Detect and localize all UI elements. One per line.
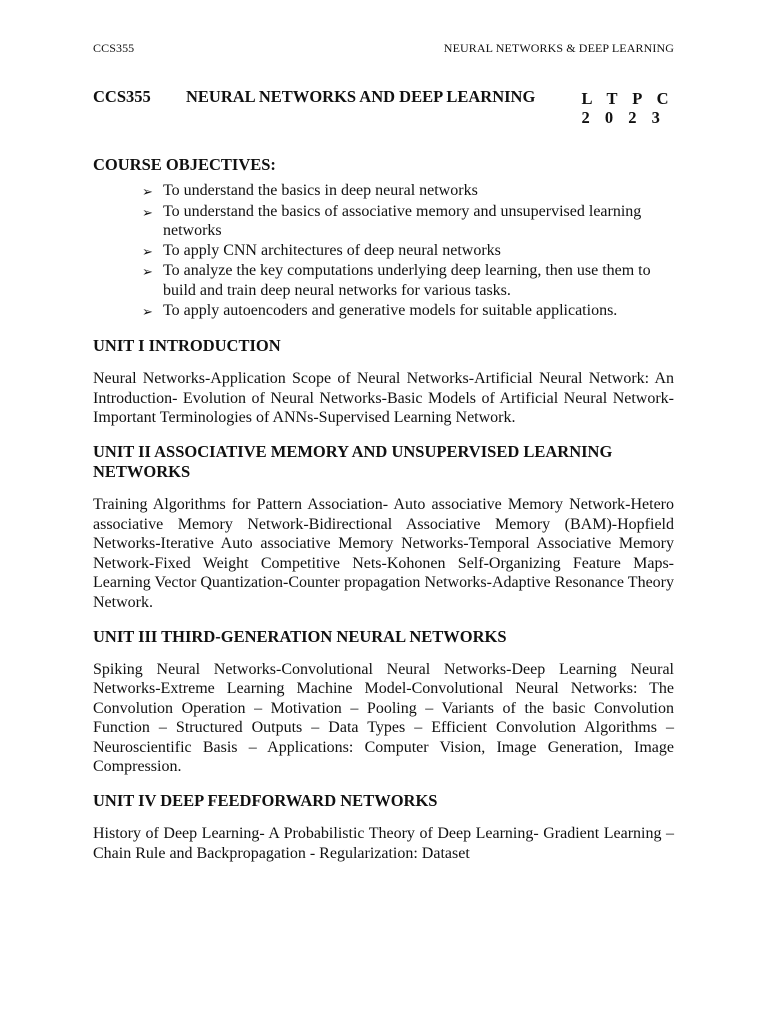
arrow-bullet-icon: ➢ [142, 184, 153, 199]
objective-item [142, 261, 674, 300]
objective-item [142, 181, 674, 202]
arrow-bullet-icon: ➢ [142, 264, 153, 280]
unit-2-body: Training Algorithms for Pattern Association- Auto associative Memory Network-Hetero associative Memory Network-Bidirectional Associative Memory (BAM)-Hopfield Networks-Iterative Auto associative Memory Networks-Temporal Associative Memory Network-Fixed Weight Competitive Nets-Kohonen Self-Organizing Feature Maps-Learning Vector Quantization-Counter propagation Networks-Adaptive Resonance Theory Network. [93, 495, 674, 611]
header-course-title: NEURAL NETWORKS & DEEP LEARNING [443, 41, 674, 55]
unit-1-body: Neural Networks-Application Scope of Neural Networks-Artificial Neural Network: An Introduction- Evolution of Neural Networks-Basic Models of Artificial Neural Network- Important Terminologies of ANNs-Supervised Learning Network. [93, 370, 674, 427]
objective-item [142, 202, 674, 241]
objective-text: To apply CNN architectures of deep neural networks [163, 241, 501, 259]
header-course-code: CCS355 [93, 41, 135, 55]
ltpc-labels: L T P C [581, 89, 674, 108]
objective-text: To understand the basics in deep neural networks [163, 182, 478, 199]
running-header [93, 41, 674, 56]
unit-3-body: Spiking Neural Networks-Convolutional Neural Networks-Deep Learning Neural Networks-Extreme Learning Machine Model-Convolutional Neural Networks: The Convolution Operation – Motivation – Pooling – Variants of the basic Convolution Function – Structured Outputs – Data Types – Efficient Convolution Algorithms – Neuroscientific Basis – Applications: Computer Vision, Image Generation, Image Compression. [93, 660, 674, 776]
unit-4-body: History of Deep Learning- A Probabilistic Theory of Deep Learning- Gradient Learning – Chain Rule and Backpropagation - Regularization: Dataset [93, 825, 674, 862]
course-title-left [93, 87, 535, 107]
objective-text: To understand the basics of associative memory and unsupervised learning networks [163, 202, 642, 240]
objective-item [142, 301, 674, 322]
ltpc-block [582, 89, 674, 127]
objectives-list [93, 181, 674, 321]
course-title-row [93, 87, 674, 127]
course-code: CCS355 [93, 87, 151, 106]
unit-3-heading: UNIT III THIRD-GENERATION NEURAL NETWORKS [93, 626, 507, 646]
document-body [93, 87, 674, 863]
unit-1-heading: UNIT I INTRODUCTION [93, 336, 281, 356]
unit-4-heading: UNIT IV DEEP FEEDFORWARD NETWORKS [93, 791, 438, 811]
objectives-heading: COURSE OBJECTIVES: [93, 155, 276, 174]
arrow-bullet-icon: ➢ [142, 303, 153, 319]
arrow-bullet-icon: ➢ [142, 204, 153, 220]
unit-2-heading: UNIT II ASSOCIATIVE MEMORY AND UNSUPERVISED LEARNING NETWORKS [93, 441, 613, 481]
arrow-bullet-icon: ➢ [142, 243, 153, 259]
objective-text: To apply autoencoders and generative models for suitable applications. [163, 301, 618, 319]
objective-text: To analyze the key computations underlying deep learning, then use them to build and train deep neural networks for various tasks. [163, 262, 651, 299]
objective-item [142, 241, 674, 262]
ltpc-values: 2 0 2 3 [581, 108, 666, 127]
course-name: NEURAL NETWORKS AND DEEP LEARNING [186, 87, 536, 106]
